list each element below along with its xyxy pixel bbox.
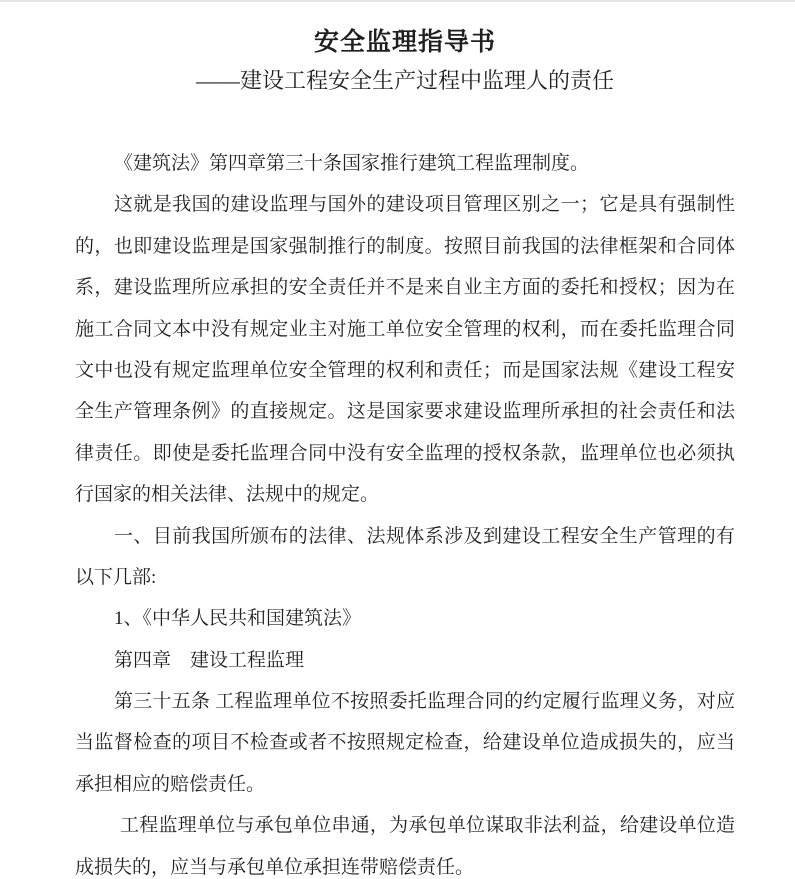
paragraph-line: 第四章 建设工程监理 [114, 649, 305, 671]
paragraph-line: 当监督检查的项目不检查或者不按照规定检查，给建设单位造成损失的，应当 [75, 732, 735, 754]
paragraph-line: 以下几部: [75, 566, 157, 588]
document-subtitle: ——建设工程安全生产过程中监理人的责任 [195, 68, 614, 93]
paragraph-line: 的，也即建设监理是国家强制推行的制度。按照目前我国的法律框架和合同体 [75, 235, 735, 257]
paragraph-line: 1、《中华人民共和国建筑法》 [114, 608, 362, 630]
document-content [75, 2, 735, 879]
paragraph-line: 律责任。即使是委托监理合同中没有安全监理的授权条款，监理单位也必须执 [75, 442, 735, 464]
paragraph-line: 第三十五条 工程监理单位不按照委托监理合同的约定履行监理义务，对应 [114, 691, 735, 713]
document-title: 安全监理指导书 [313, 29, 496, 56]
document-body [75, 143, 735, 879]
paragraph-line: 工程监理单位与承包单位串通，为承包单位谋取非法利益，给建设单位造 [120, 815, 735, 837]
paragraph-line: 全生产管理条例》的直接规定。这是国家要求建设监理所承担的社会责任和法 [75, 401, 735, 423]
paragraph-line: 行国家的相关法律、法规中的规定。 [75, 484, 380, 506]
paragraph-line: 施工合同文本中没有规定业主对施工单位安全管理的权利，而在委托监理合同 [75, 318, 735, 340]
paragraph-line: 承担相应的赔偿责任。 [75, 773, 266, 795]
paragraph-line: 这就是我国的建设监理与国外的建设项目管理区别之一；它是具有强制性 [114, 194, 735, 216]
paragraph-line: 《建筑法》第四章第三十条国家推行建筑工程监理制度。 [114, 153, 590, 174]
paragraph-line: 成损失的，应当与承包单位承担连带赔偿责任。 [75, 856, 475, 878]
paragraph-line: 系，建设监理所应承担的安全责任并不是来自业主方面的委托和授权；因为在 [75, 277, 735, 299]
paragraph-line: 一、目前我国所颁布的法律、法规体系涉及到建设工程安全生产管理的有 [114, 525, 735, 547]
paragraph-line: 文中也没有规定监理单位安全管理的权利和责任；而是国家法规《建设工程安 [75, 359, 735, 381]
